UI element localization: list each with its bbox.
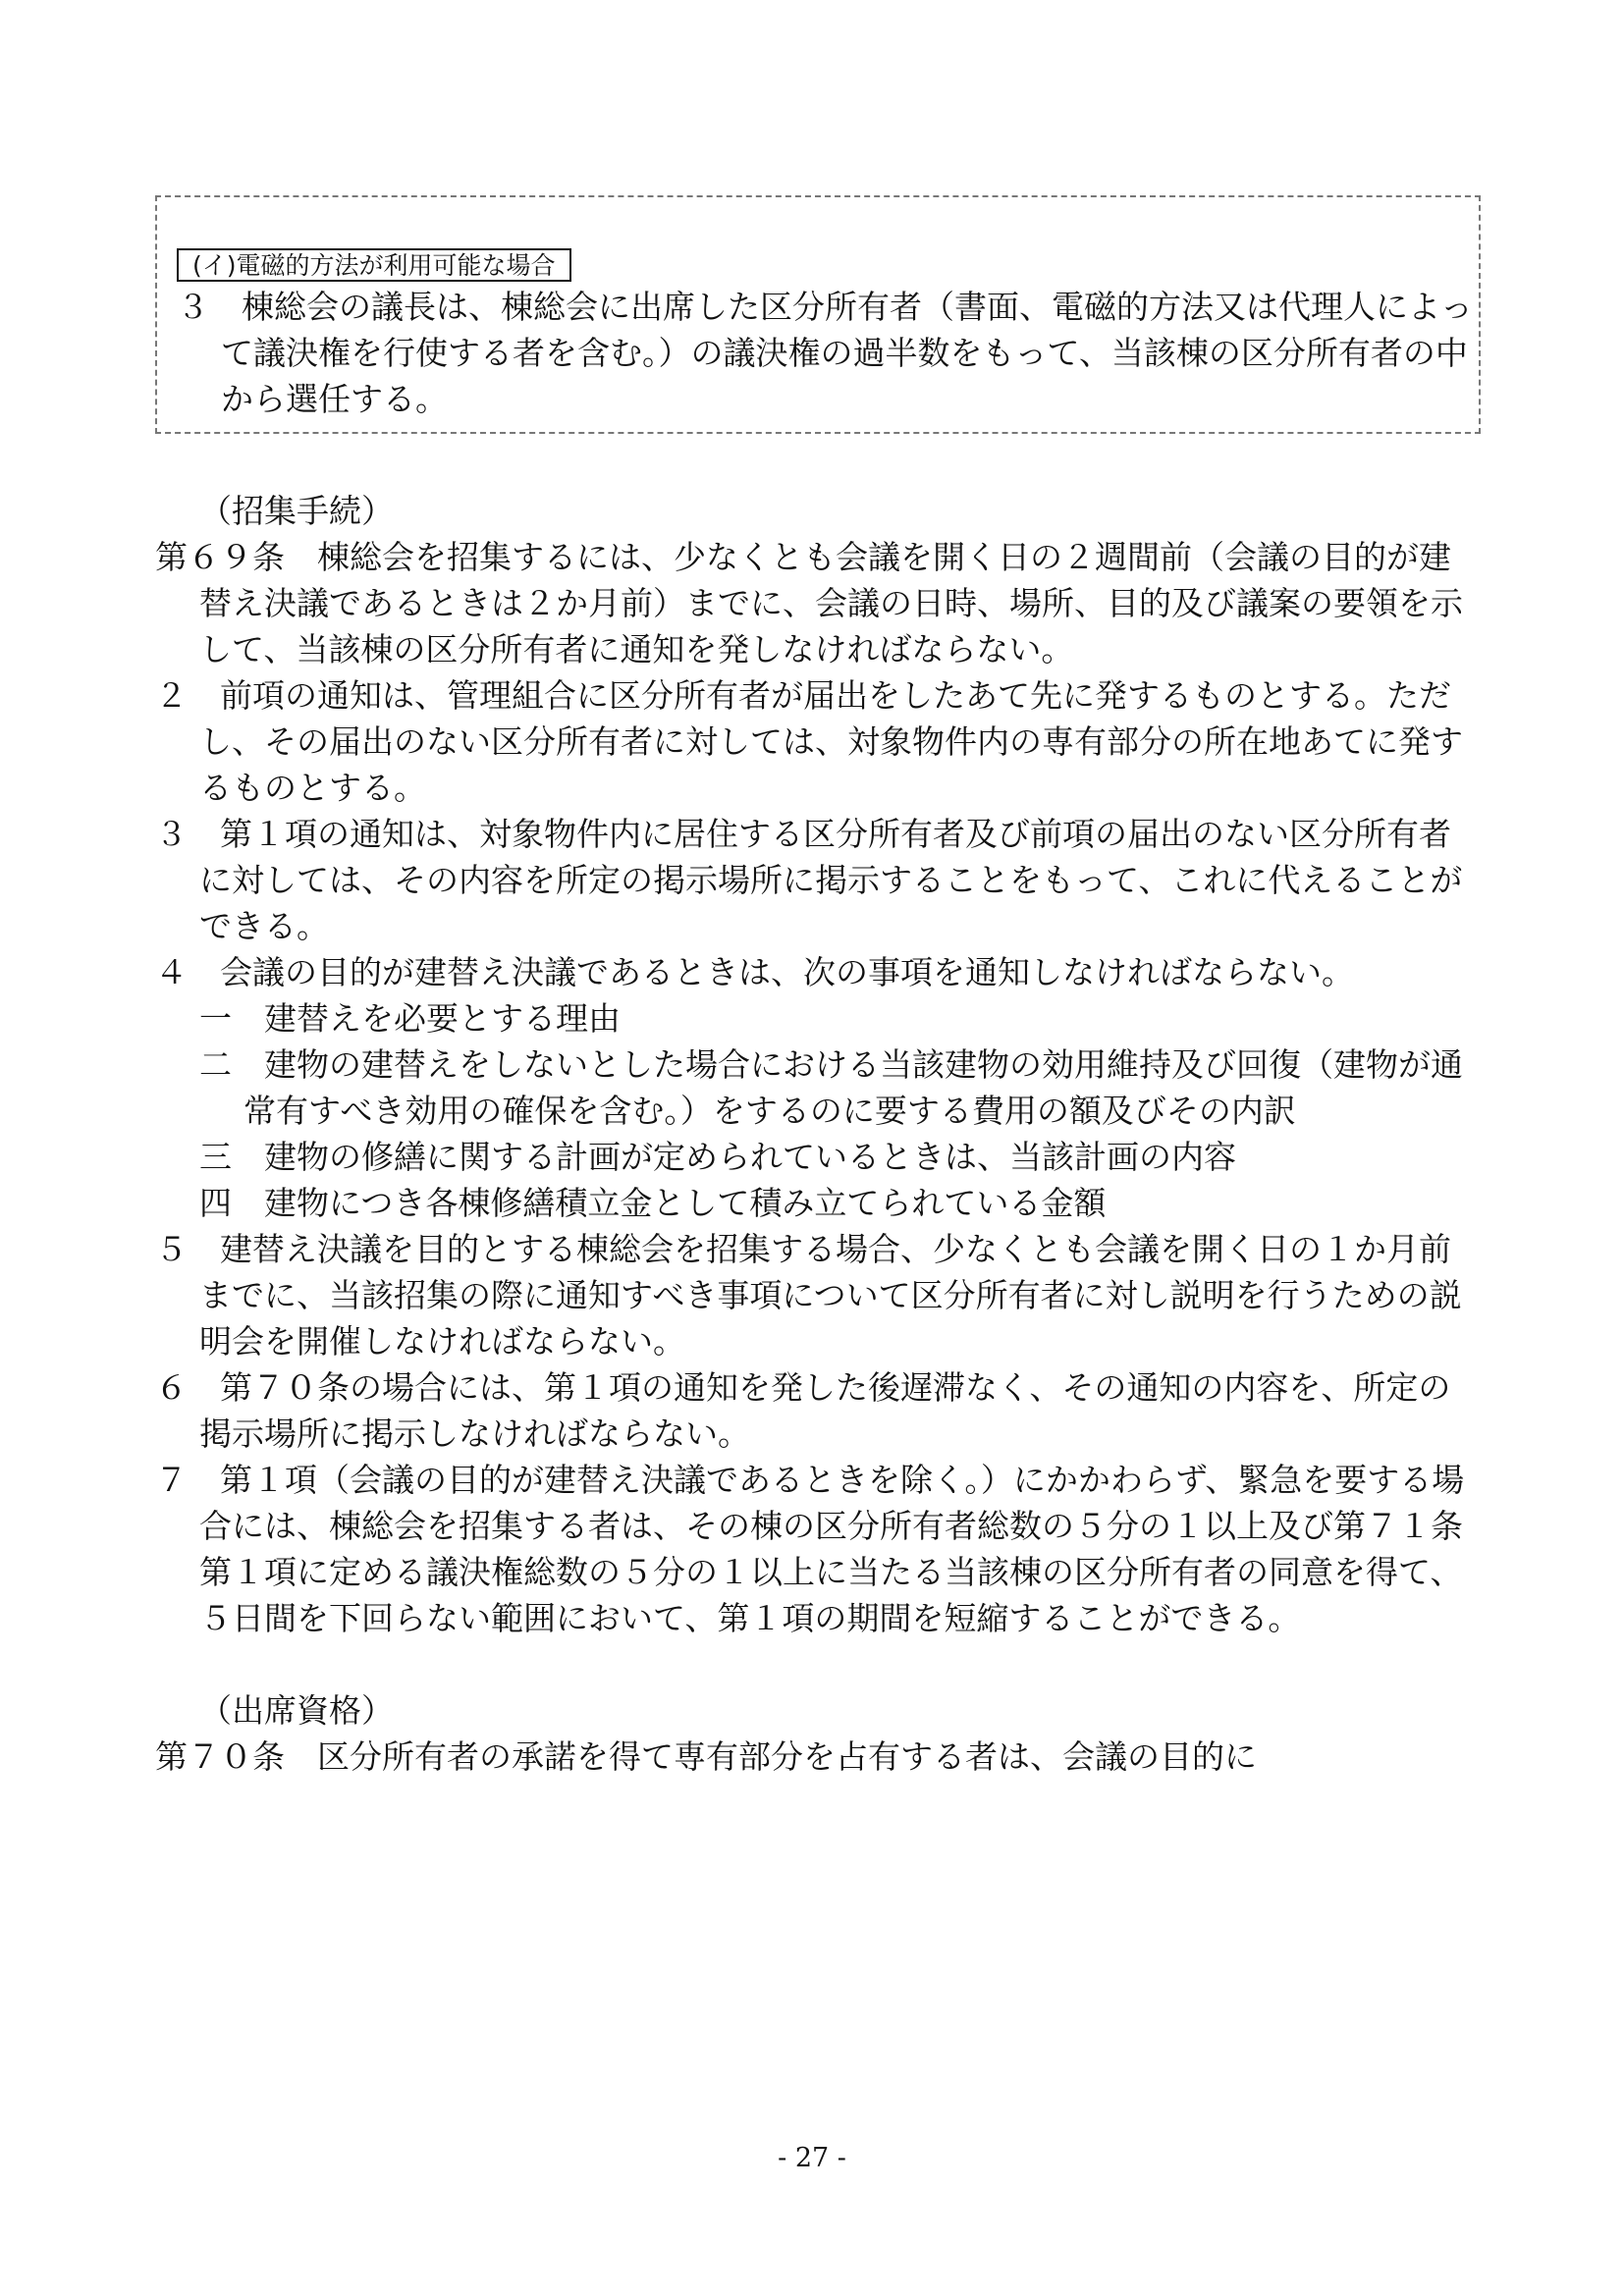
box-tag-label: (イ)電磁的方法が利用可能な場合 (177, 248, 571, 282)
article-69-paragraph-7: ７ 第１項（会議の目的が建替え決議であるときを除く。）にかかわらず、緊急を要する場合には、棟総会を招集する者は、その棟の区分所有者総数の５分の１以上及び第７１条第１項に定める議決権総数の５分の１以上に当たる当該棟の区分所有者の同意を得て、５日間を下回らない範囲において、第１項の期間を短縮することができる。 (155, 1461, 1465, 1637)
list-item: 一 建替えを必要とする理由 (199, 999, 621, 1038)
list-item: 二 建物の建替えをしないとした場合における当該建物の効用維持及び回復（建物が通常有すべき効用の確保を含む。）をするのに要する費用の額及びその内訳 (199, 1045, 1463, 1130)
article-69-paragraph-5: ５ 建替え決議を目的とする棟総会を招集する場合、少なくとも会議を開く日の１か月前までに、当該招集の際に通知すべき事項について区分所有者に対し説明を行うための説明会を開催しなければならない。 (155, 1230, 1462, 1361)
box-paragraph: ３ 棟総会の議長は、棟総会に出席した区分所有者（書面、電磁的方法又は代理人によって議決権を行使する者を含む。）の議決権の過半数をもって、当該棟の区分所有者の中から選任する。 (177, 288, 1473, 418)
section-gap (155, 1641, 1476, 1687)
box-text (177, 284, 1473, 422)
article-70: 第７０条 区分所有者の承諾を得て専有部分を占有する者は、会議の目的に (155, 1737, 1257, 1776)
section-heading-convocation: （招集手続） (199, 492, 394, 530)
main-body-text (155, 488, 1476, 1780)
article-69-paragraph-4: ４ 会議の目的が建替え決議であるときは、次の事項を通知しなければならない。 (155, 953, 1354, 991)
page-number: - 27 - (778, 2143, 846, 2173)
article-69-paragraph-2: ２ 前項の通知は、管理組合に区分所有者が届出をしたあて先に発するものとする。ただし、その届出のない区分所有者に対しては、対象物件内の専有部分の所在地あてに発するものとする。 (155, 676, 1463, 807)
list-item: 三 建物の修繕に関する計画が定められているときは、当該計画の内容 (199, 1138, 1236, 1176)
list-item: 四 建物につき各棟修繕積立金として積み立てられている金額 (199, 1184, 1107, 1222)
alternative-provision-box (155, 195, 1481, 434)
article-69-paragraph-6: ６ 第７０条の場合には、第１項の通知を発した後遅滞なく、その通知の内容を、所定の掲示場所に掲示しなければならない。 (155, 1368, 1451, 1453)
article-69-paragraph-3: ３ 第１項の通知は、対象物件内に居住する区分所有者及び前項の届出のない区分所有者に対しては、その内容を所定の掲示場所に掲示することをもって、これに代えることができる。 (155, 815, 1463, 945)
section-heading-attendance: （出席資格） (199, 1691, 394, 1730)
article-69: 第６９条 棟総会を招集するには、少なくとも会議を開く日の２週間前（会議の目的が建替え決議であるときは２か月前）までに、会議の日時、場所、目的及び議案の要領を示して、当該棟の区分所有者に通知を発しなければならない。 (155, 538, 1463, 668)
